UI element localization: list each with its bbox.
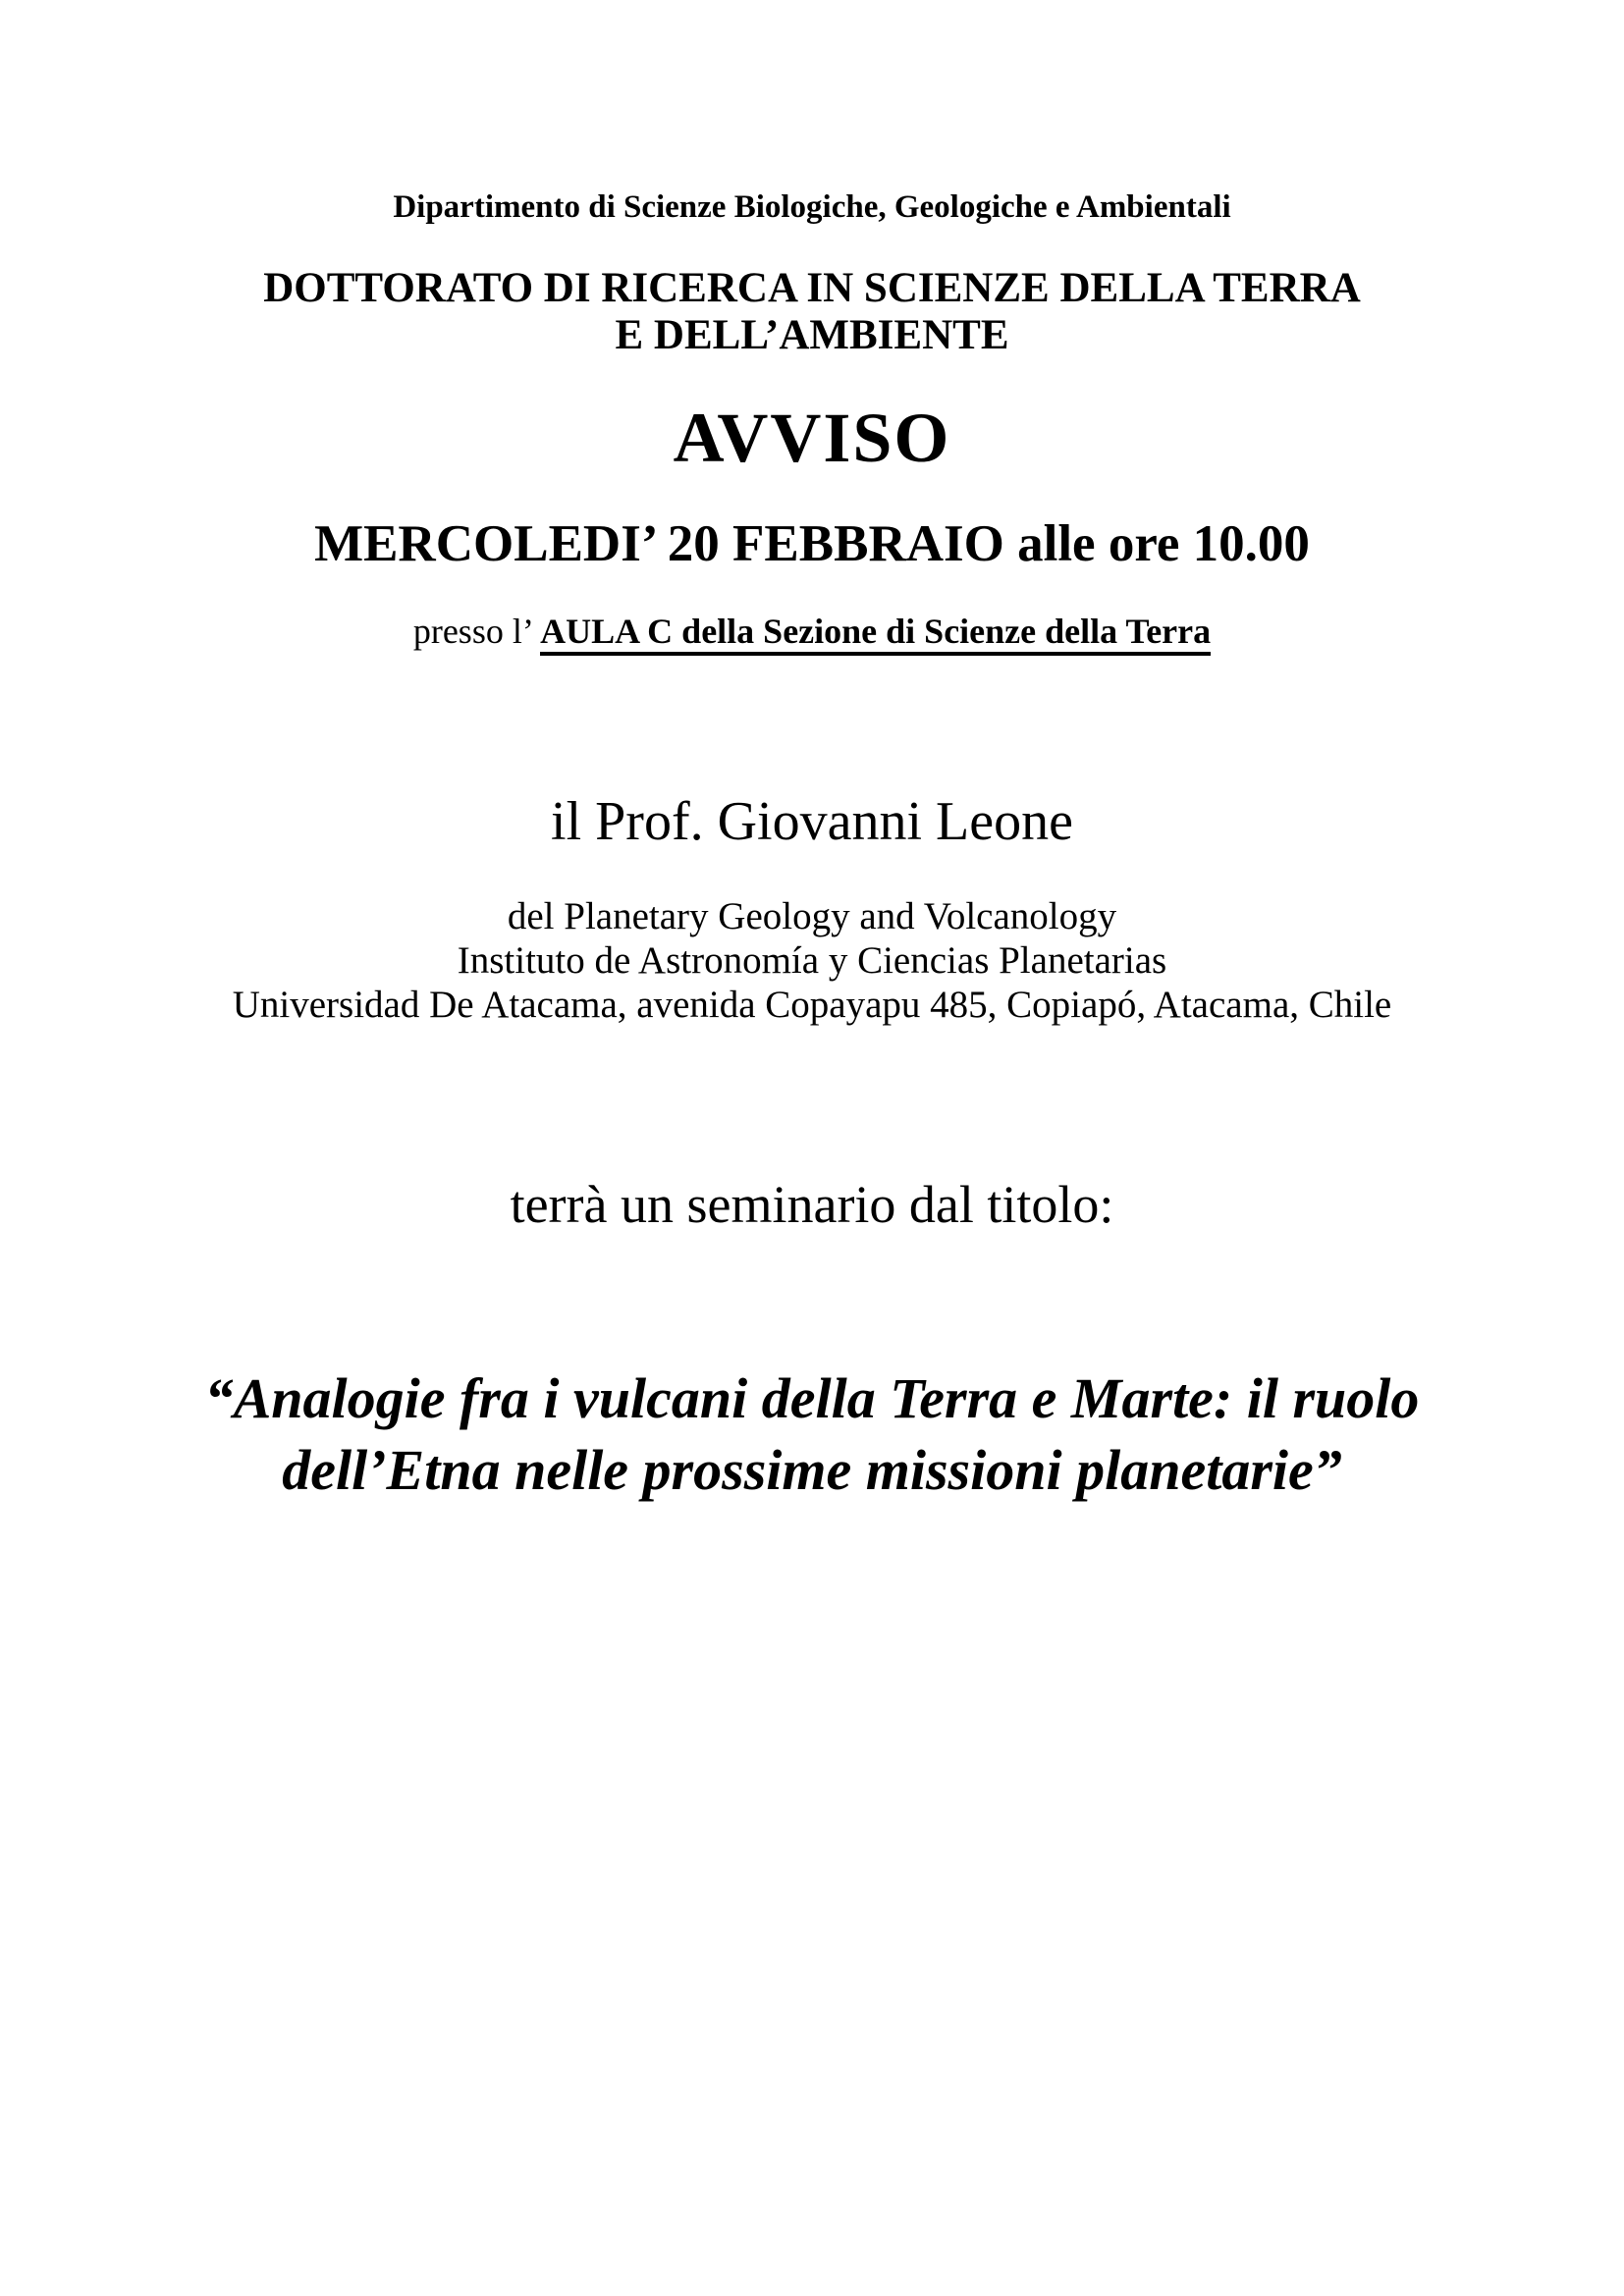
speaker-name: il Prof. Giovanni Leone [551, 791, 1073, 852]
venue-prefix: presso l’ [412, 612, 541, 651]
event-datetime: MERCOLEDI’ 20 FEBBRAIO alle ore 10.00 [314, 515, 1310, 572]
affiliation-line-2: Instituto de Astronomía y Ciencias Planetarias [457, 938, 1167, 982]
venue-line [0, 611, 1624, 652]
notice-heading: AVVISO [673, 399, 951, 477]
affiliation-line-1: del Planetary Geology and Volcanology [507, 895, 1117, 937]
department-line: Dipartimento di Scienze Biologiche, Geologiche e Ambientali [393, 189, 1231, 225]
venue-name: AULA C della Sezione di Scienze della Terra [540, 612, 1211, 656]
affiliation-line-3: Universidad De Atacama, avenida Copayapu 485, Copiapó, Atacama, Chile [232, 983, 1392, 1026]
affiliation-block [0, 895, 1624, 1028]
seminar-title: “Analogie fra i vulcani della Terra e Marte: il ruolo dell’Etna nelle prossime missioni planetarie” [204, 1366, 1420, 1503]
seminar-intro: terrà un seminario dal titolo: [510, 1175, 1114, 1234]
doctorate-program-title: DOTTORATO DI RICERCA IN SCIENZE DELLA TERRA E DELL’AMBIENTE [263, 265, 1361, 359]
